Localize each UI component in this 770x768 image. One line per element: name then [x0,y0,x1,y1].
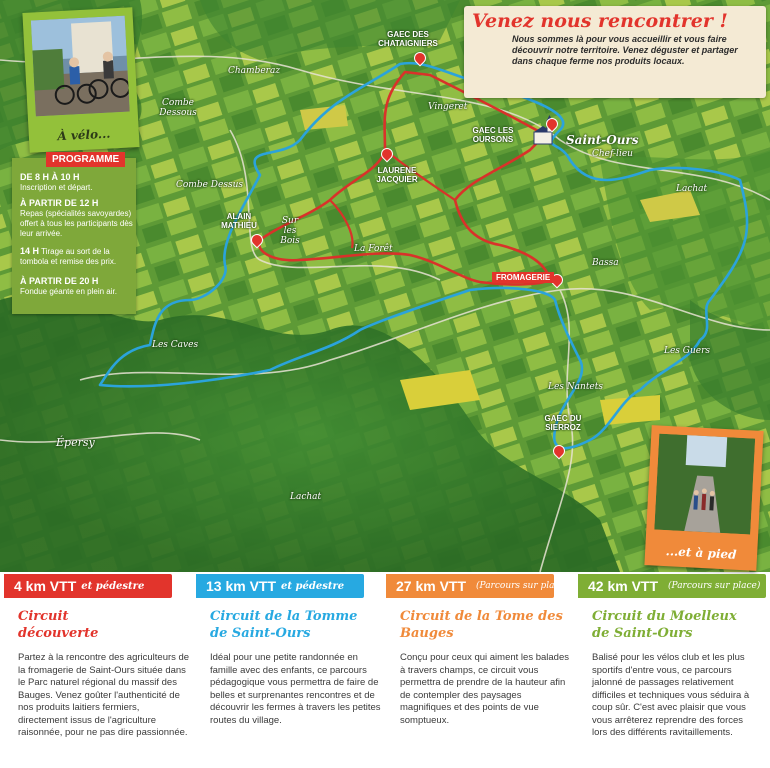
route-title: Circuit du Moelleux de Saint-Ours [592,609,737,641]
intro-box [464,6,766,98]
route-note: (Parcours sur place) [668,580,761,591]
farm-label: GAEC DU SIERROZ [544,414,582,432]
walkers-photo [654,434,755,535]
place-label: Saint-Ours [566,133,639,147]
route-band [4,574,172,598]
place-label: Chef-lieu [592,149,633,159]
programme-title: PROGRAMME [46,152,125,167]
route-card [574,572,770,768]
place-label: Lachat [290,492,322,502]
route-band [196,574,364,598]
route-extra: et pédestre [81,580,145,592]
farm-label: LAURENE JACQUIER [376,166,418,184]
route-distance: 13 km VTT [206,578,277,594]
photo-caption: À vélo... [57,126,111,144]
place-label: Chamberaz [228,66,281,76]
place-label: Sur les Bois [280,216,300,246]
photo-walk [644,425,763,571]
place-label: Lachat [676,184,708,194]
programme-item: À PARTIR DE 20 H Fondue géante en plein air. [20,276,117,296]
farm-label: GAEC DES CHATAIGNIERS [378,30,438,48]
place-label: Épersy [56,436,95,449]
programme-item: À PARTIR DE 12 H Repas (spécialités savoyardes) offert à tous les participants dès leur arrivée. [20,198,133,238]
farm-label: FROMAGERIE [492,272,554,283]
route-extra: et pédestre [281,580,345,592]
cyclists-photo [31,16,130,117]
place-label: Bassa [592,258,619,268]
page-title: Venez nous rencontrer ! [472,10,728,32]
place-label: Combe Dessus [176,180,243,190]
route-description: Idéal pour une petite randonnée en famille avec des enfants, ce parcours pédagogique vous permettra de faire de belles et surprenantes rencontres et de découvrir les fermes à travers les petites routes du village. [210,652,381,726]
photo-caption: ...et à pied [665,544,737,562]
place-label: Les Caves [152,340,199,350]
route-title: Circuit de la Tomme de Saint-Ours [210,609,358,641]
farm-label: ALAIN MATHIEU [221,212,257,230]
route-title: Circuit découverte [18,609,99,641]
programme-item: 14 H Tirage au sort de la tombola et remise des prix. [20,246,117,266]
place-label: Vingeret [428,102,468,112]
programme-item: DE 8 H À 10 H Inscription et départ. [20,172,93,192]
route-card [0,572,190,768]
route-title: Circuit de la Tome des Bauges [400,609,563,641]
farm-label: GAEC LES OURSONS [472,126,514,144]
programme-box [12,154,136,314]
route-band [386,574,569,598]
route-note: (Parcours sur place) [476,580,569,591]
route-distance: 42 km VTT [588,578,659,594]
route-card [192,572,382,768]
route-description: Balisé pour les vélos club et les plus sportifs d'entre vous, ce parcours jalonné de passages relativement difficiles et techniques vous séduira à coup sûr. C'est avec plaisir que vous vous arrêterez reprendre des forces lors des différents ravitaillements. [592,652,750,738]
place-label: La Forêt [354,244,393,254]
route-card [382,572,572,768]
photo-bike [22,7,139,153]
place-label: Les Guers [664,346,711,356]
route-distance: 27 km VTT [396,578,467,594]
intro-text: Nous sommes là pour vous accueillir et vous faire découvrir notre territoire. Venez déguster et partager dans chaque ferme nos produits locaux. [512,34,738,66]
place-label: Combe Dessous [159,98,197,118]
route-description: Conçu pour ceux qui aiment les balades à travers champs, ce circuit vous permettra de prendre de la hauteur afin de contempler des paysages magnifiques et des points de vue somptueux. [400,652,569,726]
route-description: Partez à la rencontre des agriculteurs de la fromagerie de Saint-Ours située dans le Parc naturel régional du massif des Bauges. Venez goûter l'authenticité de nos produits laitiers fermiers, directement issus de l'agriculture raisonnée, pour ne pas dire passionnée. [18,652,190,738]
place-label: Les Nantets [548,382,603,392]
route-distance: 4 km VTT [14,578,77,594]
route-band [578,574,766,598]
